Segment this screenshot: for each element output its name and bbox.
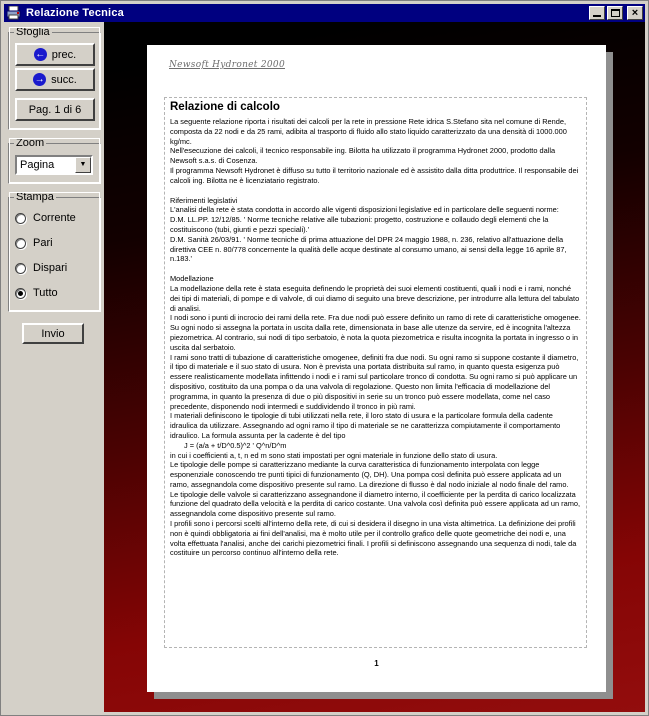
radio-corrente[interactable]: [15, 212, 95, 224]
minimize-button[interactable]: [589, 6, 605, 20]
radio-dispari-label: Dispari: [33, 262, 68, 274]
radio-dispari-icon[interactable]: [15, 263, 26, 274]
radio-corrente-label: Corrente: [33, 212, 76, 224]
doc-title: Relazione di calcolo: [170, 101, 280, 113]
maximize-icon: [611, 9, 620, 17]
titlebar: [4, 4, 645, 22]
chevron-down-icon[interactable]: ▼: [75, 157, 91, 173]
doc-paragraph: La seguente relazione riporta i risultati dei calcoli per la rete in pressione Rete idrica S.Stefano sita nel comune di Rende, composta da 22 nodi e da 25 rami, adibita al trasporto di fluido allo stato liquido caratterizzato da una densità di 1000.000 kg/mc.: [170, 117, 567, 146]
radio-tutto-label: Tutto: [33, 287, 58, 299]
close-button[interactable]: [627, 6, 643, 20]
prev-page-label: prec.: [51, 48, 77, 61]
preview-area: [104, 22, 645, 712]
zoom-select[interactable]: [15, 155, 93, 175]
prev-page-button[interactable]: [15, 43, 95, 66]
doc-section-title: Riferimenti legislativi: [170, 195, 238, 205]
radio-pari-icon[interactable]: [15, 238, 26, 249]
minimize-icon: [593, 15, 601, 17]
next-page-label: succ.: [51, 73, 77, 86]
sidebar: [4, 22, 104, 712]
radio-dispari[interactable]: [15, 262, 95, 274]
radio-pari-label: Pari: [33, 237, 53, 249]
page-number: 1: [374, 659, 379, 668]
radio-tutto[interactable]: [15, 287, 95, 299]
doc-section-title: Modellazione: [170, 274, 214, 284]
arrow-left-circle-icon: ←: [35, 49, 46, 60]
stampa-group: [8, 191, 101, 312]
doc-content: [164, 97, 587, 648]
arrow-right-circle-icon: →: [34, 74, 45, 85]
doc-paragraph: in cui i coefficienti a, t, n ed m sono stati impostati per ogni materiale in funzione dello stato di usura.: [170, 450, 498, 460]
doc-brand-header: Newsoft Hydronet 2000: [169, 60, 285, 70]
zoom-select-value: Pagina: [20, 159, 55, 171]
sfoglia-group-label: Sfoglia: [16, 26, 50, 38]
doc-paragraph: Nell'esecuzione dei calcoli, il tecnico responsabile ing. Bilotta ha utilizzato il programma Hydronet 2000, prodotto dalla Newsoft s.a.s. di Cosenza.: [170, 146, 556, 166]
close-icon: ×: [631, 7, 639, 19]
document-page: [147, 45, 606, 692]
zoom-group-label: Zoom: [16, 137, 45, 149]
doc-paragraph: Le tipologie delle valvole si caratterizzano assegnandone il diametro interno, il coefficiente per la perdita di carico localizzata funzione del quadrato della velocità e la perdita di carico costante. Una valvola così definita può essere applicata ad un ramo, assegnandola come dispositivo presente sul ramo.: [170, 489, 581, 519]
printer-icon: [6, 6, 22, 20]
doc-paragraph: D.M. LL.PP. 12/12/85. ' Norme tecniche relative alle tubazioni: progetto, costruzione e collaudo degli elementi che la costituiscono (tubi, giunti e pezzi speciali).': [170, 215, 549, 234]
radio-tutto-icon[interactable]: [15, 288, 26, 299]
doc-formula: J = (a/a + t/D^0.5)^2 ' Q^n/D^m: [184, 440, 287, 450]
invio-button[interactable]: Invio: [22, 323, 84, 344]
doc-paragraph: Il programma Newsoft Hydronet è diffuso su tutto il territorio nazionale ed è assistito dalla ditta produttrice. Il responsabile dei calcoli ing. Bilotta ne è licenziatario registrato.: [170, 165, 579, 185]
doc-paragraph: I rami sono tratti di tubazione di caratteristiche omogenee, definiti fra due nodi. Su ogni ramo si suppone costante il diametro, il tipo di materiale e il suo stato di usura. Non è prevista una portata distribuita sul ramo, in quanto questa esigenza può essere realisticamente modellata infittendo i nodi e i rami sul particolare tronco di condotta. Su ogni ramo si può applicare un dispositivo, costituito da una pompa o da una valvola di regolazione. Questo non limita l'efficacia di modellazione del programma, in quanto la presenza di due o più dispositivi in serie su un tronco può essere modellata, come nel caso precedente, disponendo nodi intermedi e suddividendo il tronco in più rami.: [170, 352, 579, 411]
page-indicator[interactable]: Pag. 1 di 6: [15, 98, 95, 121]
doc-paragraph: I nodi sono i punti di incrocio dei rami della rete. Fra due nodi può essere definito un ramo di rete di caratteristiche omogenee. Su ogni nodo si assegna la portata in uscita dalla rete, dimensionata in base alle utenze da servire, ed è incognita l'altezza piezometrica. Al contrario, sui nodi di tipo serbatoio, è nota la quota piezometrica e risulta incognita la portata in ingresso o in uscita dal serbatoio.: [170, 313, 581, 352]
window-title: Relazione Tecnica: [26, 7, 124, 19]
radio-corrente-icon[interactable]: [15, 213, 26, 224]
next-page-button[interactable]: [15, 68, 95, 91]
doc-paragraph: I materiali definiscono le tipologie di tubi utilizzati nella rete, il loro stato di usura e la particolare formula della cadente idraulica da utilizzare. Assegnando ad ogni ramo il tipo di materiale se ne caratterizza compiutamente il comportamento idraulico. La formula assunta per la cadente è del tipo: [170, 411, 561, 440]
doc-paragraph: D.M. Sanità 26/03/91. ' Norme tecniche di prima attuazione del DPR 24 maggio 1988, n. 236, relativo all'attuazione della direttiva CEE n. 80/778 concernente la qualità delle acque destinate al consumo umano, ai sensi della legge 16 aprile 87, n.183.': [170, 234, 567, 264]
doc-paragraph: La modellazione della rete è stata eseguita definendo le proprietà dei suoi elementi costituenti, quali i nodi e i rami, nonché dei tipi di materiali, di pompe e di valvole, di cui diamo di seguito una breve descrizione, per introdurre alla lettura del tabulato di analisi.: [170, 283, 580, 313]
doc-paragraph: Le tipologie delle pompe si caratterizzano mediante la curva caratteristica di funzionamento interpolata con legge esponenziale conoscendo tre punti tipici di funzionamento (Q, DH). Una pompa così definita può essere applicata ad un ramo, assegnandola come dispositivo presente sul ramo. La direzione di flusso è dal nodo iniziale al nodo finale del ramo.: [170, 460, 569, 489]
stampa-group-label: Stampa: [16, 191, 54, 203]
zoom-group: [8, 137, 101, 184]
doc-paragraph: L'analisi della rete è stata condotta in accordo alle vigenti disposizioni legislative ed in particolare delle seguenti norme:: [170, 205, 559, 215]
radio-pari[interactable]: [15, 237, 95, 249]
sfoglia-group: [8, 26, 101, 130]
maximize-button[interactable]: [607, 6, 623, 20]
doc-paragraph: I profili sono i percorsi scelti all'interno della rete, di cui si desidera il disegno in una vista altimetrica. La definizione dei profili non è quindi obbligatoria ai fini dell'analisi, ma è molto utile per il controllo grafico delle quote geometriche dei nodi e, una volta effettuata l'analisi, anche dei carichi piezometrici finali. I profili si definiscono assegnando una sequenza di nodi, tale da costituire un percorso continuo all'interno della rete.: [170, 519, 577, 558]
